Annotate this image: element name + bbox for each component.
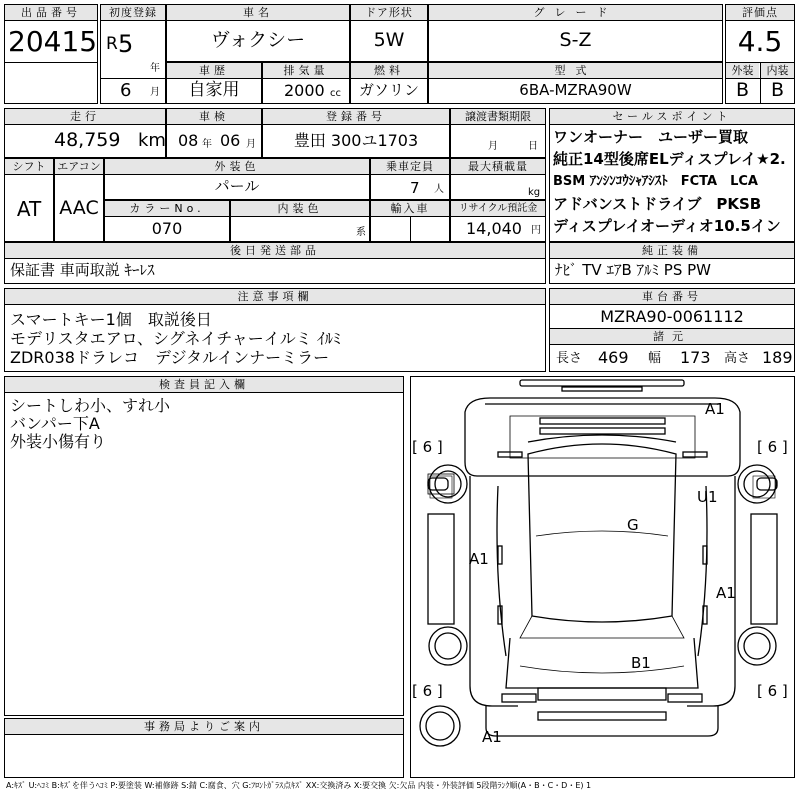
chassis-header: 車台番号 (550, 289, 794, 304)
selling-point-1: ワンオーナー ユーザー買取 (553, 128, 749, 146)
score-header: 評価点 (726, 5, 794, 20)
damage-mark-right-door: U1 (697, 488, 718, 506)
damage-mark-glass: G (627, 516, 639, 534)
import-header: 輸入車 (371, 201, 449, 216)
notes-line-3: ZDR038ドラレコ デジタルインナーミラー (10, 348, 330, 367)
office-header: 事務局よりご案内 (5, 719, 403, 734)
notes-line-1: スマートキー1個 取説後日 (10, 310, 212, 329)
registration-month-unit: 月 (150, 87, 160, 98)
chassis-value: MZRA90-0061112 (600, 307, 744, 326)
inspector-header: 検査員記入欄 (5, 377, 403, 392)
grade-value: S-Z (559, 29, 592, 51)
length-value: 469 (598, 348, 629, 367)
legend-text: A:ｷｽﾞ U:ﾍｺﾐ B:ｷｽﾞを伴うﾍｺﾐ P:要塗装 W:補修跡 S:錆 C:腐食、穴 G:ﾌﾛﾝﾄｶﾞﾗｽ点ｷｽﾞ XX:交換済み X:要交換 欠:欠品 内装・外装評価 5段階ﾗﾝｸ順(A・B・C・D・E) 1 (6, 781, 592, 790)
interior-grade-value: B (770, 79, 785, 101)
seating-unit: 人 (434, 184, 444, 195)
later-parts-header: 後日発送部品 (5, 243, 545, 258)
model-code-value: 6BA-MZRA90W (519, 81, 632, 99)
inspection-header: 車検 (167, 109, 261, 124)
registration-year: 5 (118, 30, 134, 58)
transfer-docs-month-unit: 月 (488, 141, 498, 152)
later-parts-value: 保証書 車両取説 ｷｰﾚｽ (10, 261, 155, 279)
inspector-note-3: 外装小傷有り (10, 432, 107, 451)
history-header: 車歴 (167, 63, 261, 78)
door-header: ドア形状 (351, 5, 427, 20)
aircon-value: AAC (59, 197, 99, 219)
registration-month: 6 (120, 80, 132, 101)
interior-color-header: 内装色 (231, 201, 369, 216)
seating-header: 乗車定員 (371, 159, 449, 174)
selling-points-header: セールスポイント (550, 109, 794, 124)
width-label: 幅 (648, 351, 662, 366)
registration-year-unit: 年 (150, 63, 160, 74)
first-registration-header: 初度登録 (101, 5, 165, 20)
lot-number-header: 出品番号 (5, 5, 97, 20)
inspector-note-1: シートしわ小、すれ小 (10, 396, 171, 415)
width-value: 173 (680, 348, 711, 367)
seating-value: 7 (410, 179, 420, 197)
recycle-unit: 円 (531, 225, 541, 236)
fuel-value: ガソリン (358, 81, 419, 99)
inspection-year: 08 (178, 131, 199, 150)
inspector-note-2: バンパー下A (10, 414, 100, 433)
shift-header: シフト (5, 159, 53, 174)
car-name-value: ヴォクシー (210, 29, 306, 51)
inspection-month: 06 (220, 131, 241, 150)
notes-line-2: モデリスタエアロ、シグネイチャーイルミ ｲﾙﾐ (10, 329, 341, 348)
history-value-text: 自家用 (188, 80, 240, 100)
exterior-color-value: パール (214, 177, 260, 195)
car-diagram (410, 376, 795, 778)
displacement-header: 排気量 (263, 63, 349, 78)
std-equipment-header: 純正装備 (550, 243, 794, 258)
mileage-value: 48,759 (54, 129, 121, 151)
transfer-docs-header: 譲渡書類期限 (451, 109, 545, 124)
tire-depth-front-left: [ 6 ] (412, 438, 443, 456)
inspection-year-unit: 年 (202, 139, 212, 150)
registration-number-value: 豊田 300ユ1703 (293, 131, 419, 150)
tire-depth-rear-left: [ 6 ] (412, 682, 443, 700)
damage-mark-front-right: A1 (705, 400, 725, 418)
damage-mark-rear: B1 (631, 654, 651, 672)
selling-point-4: アドバンストドライブ PKSB (553, 195, 762, 213)
damage-mark-right-rear-door: A1 (716, 584, 736, 602)
interior-grade-header: 内装 (761, 63, 794, 78)
recycle-header: リサイクル預託金 (451, 201, 545, 216)
registration-number-header: 登録番号 (263, 109, 449, 124)
length-label: 長さ (556, 351, 583, 366)
notes-header: 注意事項欄 (5, 289, 545, 304)
tire-depth-rear-right: [ 6 ] (757, 682, 788, 700)
grade-header: グレード (429, 5, 722, 20)
door-value: 5W (373, 29, 405, 51)
lot-number-value: 20415 (8, 25, 98, 58)
mileage-header: 走行 (5, 109, 165, 124)
mileage-unit: km (138, 130, 166, 151)
displacement-unit: cc (330, 88, 341, 99)
color-number-header: カラーNo. (105, 201, 229, 216)
model-code-header: 型式 (429, 63, 722, 78)
exterior-grade-value: B (735, 79, 750, 101)
transfer-docs-day-unit: 日 (528, 141, 538, 152)
selling-point-2: 純正14型後席ELディスプレイ★2. (553, 150, 786, 168)
height-value: 189 (762, 348, 793, 367)
max-load-unit: kg (528, 187, 541, 198)
specs-header: 諸元 (550, 329, 794, 344)
selling-point-3: BSM ｱﾝｼﾝｺｳｼｬｱｼｽﾄ FCTA LCA (553, 174, 758, 189)
exterior-grade-header: 外装 (726, 63, 759, 78)
displacement-value: 2000 (284, 81, 325, 100)
tire-depth-front-right: [ 6 ] (757, 438, 788, 456)
shift-value: AT (16, 197, 42, 221)
exterior-color-header: 外装色 (105, 159, 369, 174)
recycle-value: 14,040 (466, 219, 522, 238)
score-value: 4.5 (737, 25, 783, 58)
max-load-header: 最大積載量 (451, 159, 545, 174)
fuel-header: 燃料 (351, 63, 427, 78)
aircon-header: エアコン (55, 159, 103, 174)
era-prefix: R (106, 34, 118, 54)
height-label: 高さ (724, 351, 751, 366)
car-name-header: 車名 (167, 5, 349, 20)
std-equipment-value: ﾅﾋﾞ TV ｴｱB ｱﾙﾐ PS PW (555, 261, 711, 279)
inspection-month-unit: 月 (246, 139, 256, 150)
damage-mark-left-door: A1 (469, 550, 489, 568)
damage-mark-rear-bumper: A1 (482, 728, 502, 746)
color-number-value: 070 (151, 219, 183, 238)
interior-color-unit: 系 (356, 227, 366, 238)
selling-point-5: ディスプレイオーディオ10.5イン (553, 217, 781, 235)
